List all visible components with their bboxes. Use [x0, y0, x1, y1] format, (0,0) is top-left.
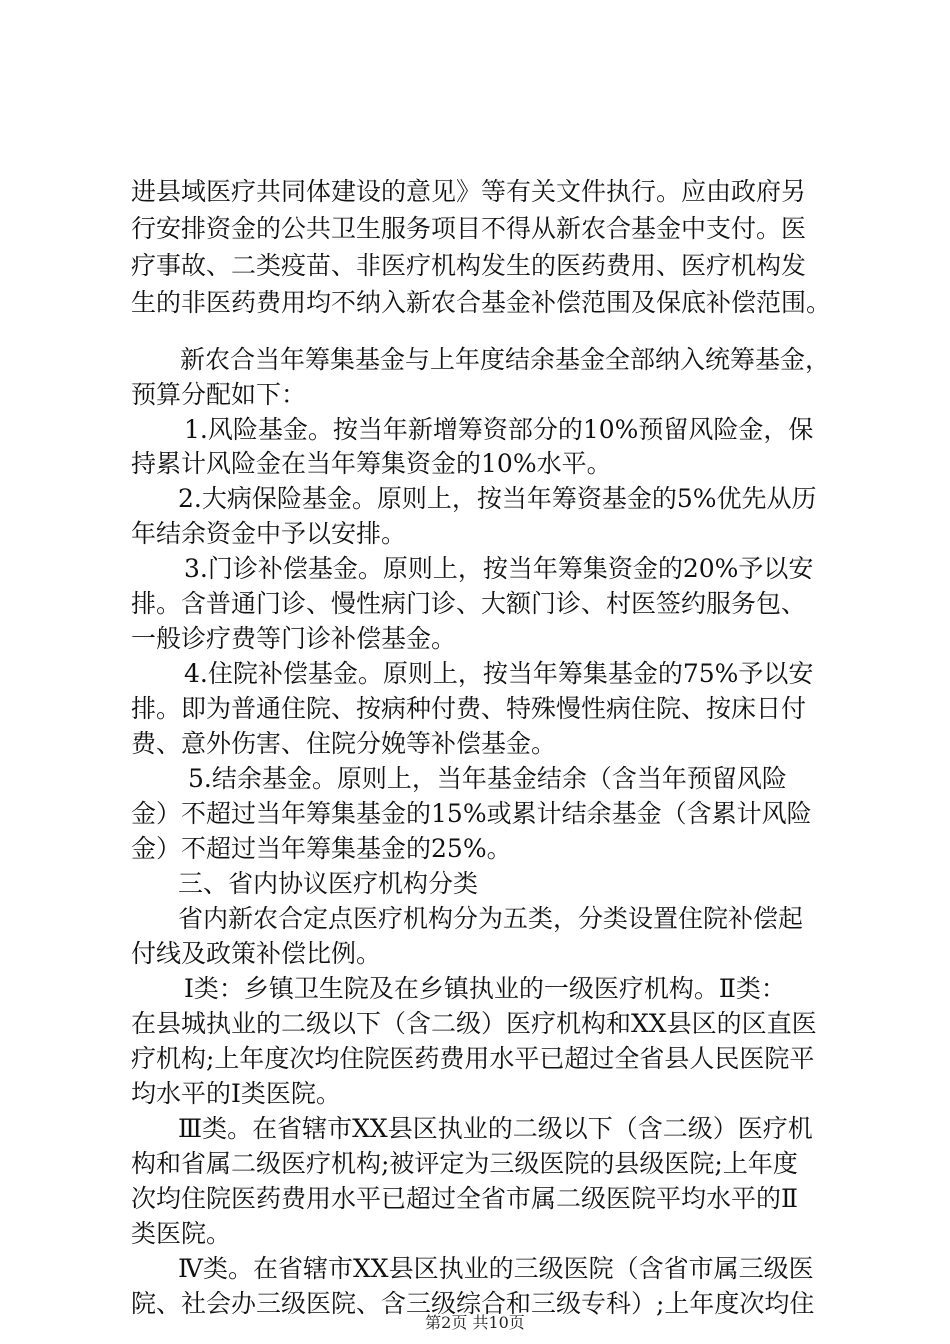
text-line: 类医院。	[131, 1219, 232, 1248]
text-line: 1.风险基金。按当年新增筹资部分的10%预留风险金，保	[184, 415, 814, 444]
text-line: 排。含普通门诊、慢性病门诊、大额门诊、村医签约服务包、	[131, 589, 807, 618]
text-line: 在县城执业的二级以下（含二级）医疗机构和XX县区的区直医	[131, 1009, 817, 1038]
text-line: 金）不超过当年筹集基金的15%或累计结余基金（含累计风险	[131, 799, 812, 828]
text-line: 排。即为普通住院、按病种付费、特殊慢性病住院、按床日付	[131, 694, 807, 723]
page-number: 第2页 共10页	[425, 1313, 525, 1332]
text-line: 费、意外伤害、住院分娩等补偿基金。	[131, 729, 557, 758]
text-line: 院、社会办三级医院、含三级综合和三级专科）;上年度次均住	[131, 1289, 815, 1318]
text-line: 预算分配如下：	[131, 380, 307, 409]
text-line: 金）不超过当年筹集基金的25%。	[131, 834, 512, 863]
text-line: 行安排资金的公共卫生服务项目不得从新农合基金中支付。医	[131, 214, 807, 243]
text-line: 一般诊疗费等门诊补偿基金。	[131, 624, 457, 653]
text-line: 疗事故、二类疫苗、非医疗机构发生的医药费用、医疗机构发	[131, 251, 807, 280]
text-line: 年结余资金中予以安排。	[131, 519, 407, 548]
text-line: 省内新农合定点医疗机构分为五类，分类设置住院补偿起	[178, 904, 804, 933]
text-line: 持累计风险金在当年筹集资金的10%水平。	[131, 449, 612, 478]
text-line: 付线及政策补偿比例。	[131, 939, 382, 968]
text-line: Ⅲ类。在省辖市XX县区执业的二级以下（含二级）医疗机	[178, 1114, 813, 1143]
text-line: Ⅳ类。在省辖市XX县区执业的三级医院（含省市属三级医	[178, 1254, 814, 1283]
text-line: 构和省属二级医疗机构;被评定为三级医院的县级医院;上年度	[131, 1149, 798, 1178]
text-line: Ⅰ类：乡镇卫生院及在乡镇执业的一级医疗机构。Ⅱ类：	[184, 974, 786, 1003]
text-line: 次均住院医药费用水平已超过全省市属二级医院平均水平的Ⅱ	[131, 1184, 798, 1213]
text-line: 均水平的Ⅰ类医院。	[131, 1079, 341, 1108]
text-line: 4.住院补偿基金。原则上，按当年筹集基金的75%予以安	[184, 659, 814, 688]
text-line: 5.结余基金。原则上，当年基金结余（含当年预留风险	[188, 764, 787, 793]
text-line: 2.大病保险基金。原则上，按当年筹资基金的5%优先从历	[178, 484, 817, 513]
section-heading: 三、省内协议医疗机构分类	[178, 869, 479, 898]
text-line: 3.门诊补偿基金。原则上，按当年筹集资金的20%予以安	[184, 554, 814, 583]
text-line: 生的非医药费用均不纳入新农合基金补偿范围及保底补偿范围。	[131, 288, 832, 317]
text-line: 进县域医疗共同体建设的意见》等有关文件执行。应由政府另	[131, 177, 807, 206]
text-line: 新农合当年筹集基金与上年度结余基金全部纳入统筹基金，	[180, 345, 831, 374]
text-line: 疗机构;上年度次均住院医药费用水平已超过全省县人民医院平	[131, 1044, 815, 1073]
